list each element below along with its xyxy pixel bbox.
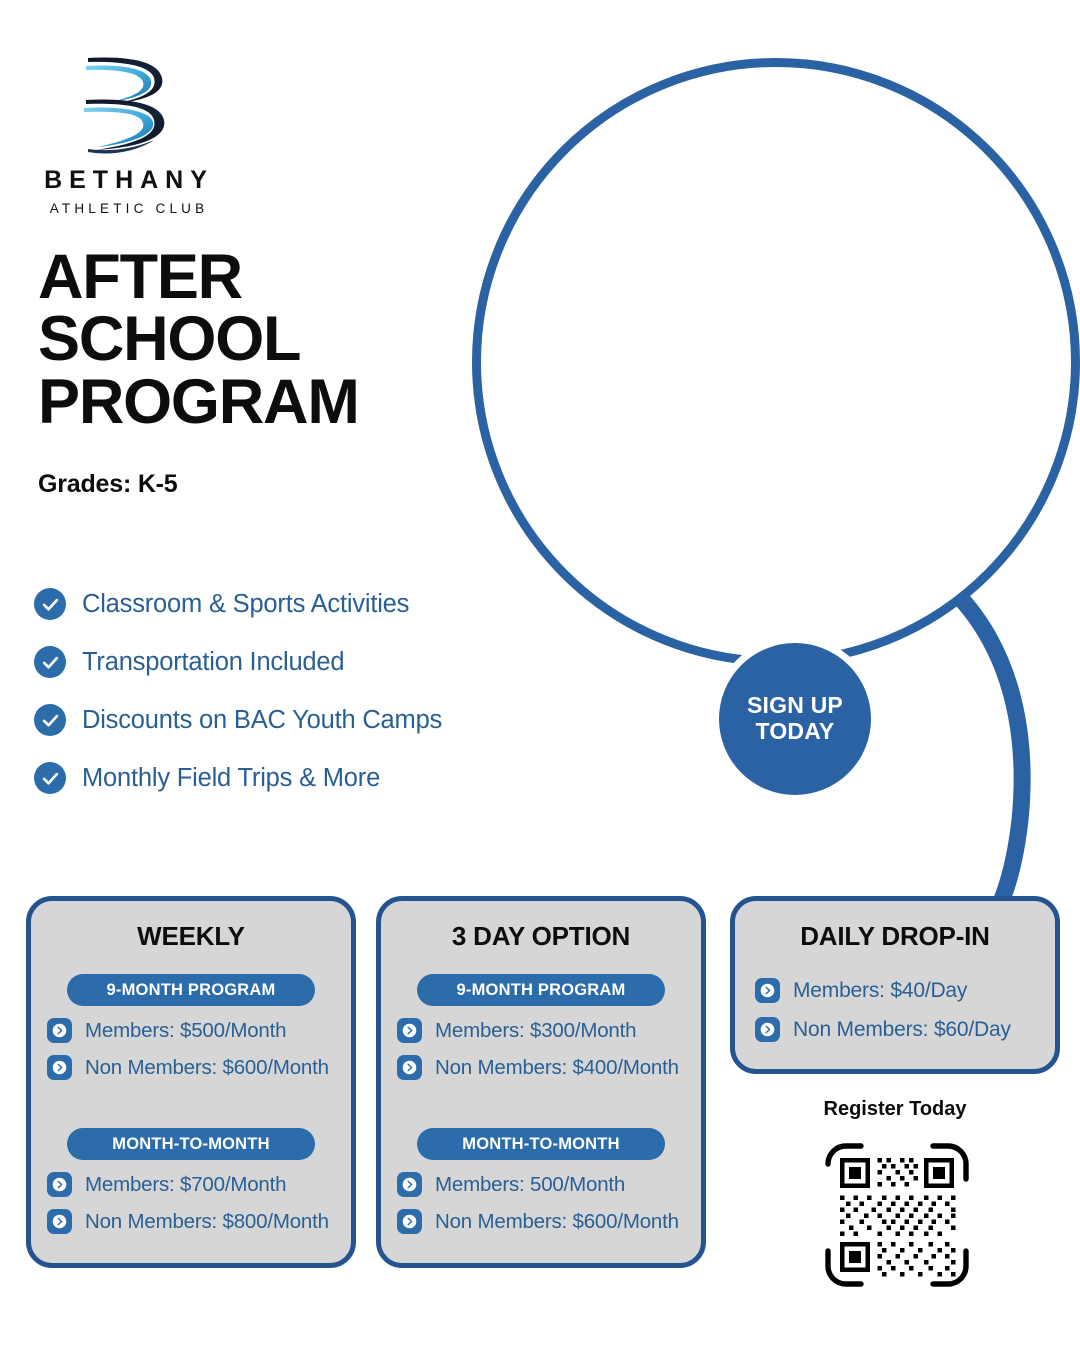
check-circle-icon — [34, 646, 66, 678]
sign-up-line-1: SIGN UP — [747, 692, 843, 719]
card-title: DAILY DROP-IN — [800, 921, 990, 951]
check-circle-icon — [34, 762, 66, 794]
chevron-right-icon — [47, 1055, 72, 1080]
price-label: Members: $500/Month — [85, 1018, 287, 1042]
price-label: Non Members: $600/Month — [85, 1055, 329, 1079]
feature-label: Classroom & Sports Activities — [82, 589, 410, 618]
card-title: 3 DAY OPTION — [451, 921, 631, 951]
price-row — [381, 1055, 701, 1080]
brand-subtitle: ATHLETIC CLUB — [49, 201, 209, 216]
pricing-card-three-day — [376, 896, 706, 1268]
feature-label: Monthly Field Trips & More — [82, 763, 381, 792]
price-label: Members: $40/Day — [793, 978, 968, 1002]
qr-code[interactable] — [822, 1140, 972, 1290]
title-line-3: PROGRAM — [38, 366, 359, 437]
feature-label: Discounts on BAC Youth Camps — [82, 705, 443, 734]
card-title: WEEKLY — [137, 921, 245, 951]
price-row — [735, 978, 1055, 1003]
plan-pill-9-month: 9-MONTH PROGRAM — [417, 974, 665, 1006]
price-row — [381, 1209, 701, 1234]
price-label: Members: $700/Month — [85, 1172, 287, 1196]
price-label: Non Members: $800/Month — [85, 1209, 329, 1233]
plan-pill-month-to-month: MONTH-TO-MONTH — [417, 1128, 665, 1160]
register-today-label: Register Today — [823, 1098, 967, 1120]
chevron-right-icon — [47, 1172, 72, 1197]
sign-up-badge-text — [747, 693, 843, 745]
price-row — [381, 1018, 701, 1043]
brand-logo — [44, 48, 284, 216]
sign-up-line-2: TODAY — [755, 718, 835, 744]
price-row — [735, 1017, 1055, 1042]
list-item — [34, 749, 554, 807]
spacer — [381, 1080, 701, 1106]
chevron-right-icon — [755, 978, 780, 1003]
title-line-1: AFTER — [38, 242, 242, 312]
bethany-b-swoosh-logo-icon — [62, 48, 182, 158]
plan-pill-9-month: 9-MONTH PROGRAM — [67, 974, 315, 1006]
chevron-right-icon — [397, 1055, 422, 1080]
sign-up-today-badge[interactable] — [712, 636, 878, 802]
pricing-card-daily-drop-in — [730, 896, 1060, 1074]
chevron-right-icon — [755, 1017, 780, 1042]
price-label: Members: $300/Month — [435, 1018, 637, 1042]
photo-ring — [472, 58, 1080, 666]
qr-code-icon — [822, 1140, 972, 1290]
grades-label: Grades: K-5 — [38, 470, 178, 498]
price-row — [31, 1209, 351, 1234]
plan-pill-month-to-month: MONTH-TO-MONTH — [67, 1128, 315, 1160]
chevron-right-icon — [47, 1209, 72, 1234]
price-label: Non Members: $600/Month — [435, 1209, 679, 1233]
price-row — [31, 1055, 351, 1080]
title-line-2: SCHOOL — [38, 304, 301, 375]
spacer — [31, 1080, 351, 1106]
brand-name: BETHANY — [44, 166, 214, 194]
pricing-card-weekly — [26, 896, 356, 1268]
page-title — [38, 242, 468, 437]
hero-photo — [472, 58, 1080, 666]
chevron-right-icon — [397, 1172, 422, 1197]
price-label: Non Members: $60/Day — [793, 1017, 1011, 1041]
price-label: Non Members: $400/Month — [435, 1055, 679, 1079]
list-item — [34, 691, 554, 749]
price-row — [31, 1018, 351, 1043]
feature-label: Transportation Included — [82, 647, 345, 676]
price-row — [31, 1172, 351, 1197]
chevron-right-icon — [397, 1018, 422, 1043]
price-label: Members: 500/Month — [435, 1172, 626, 1196]
price-row — [381, 1172, 701, 1197]
chevron-right-icon — [47, 1018, 72, 1043]
check-circle-icon — [34, 704, 66, 736]
check-circle-icon — [34, 588, 66, 620]
chevron-right-icon — [397, 1209, 422, 1234]
